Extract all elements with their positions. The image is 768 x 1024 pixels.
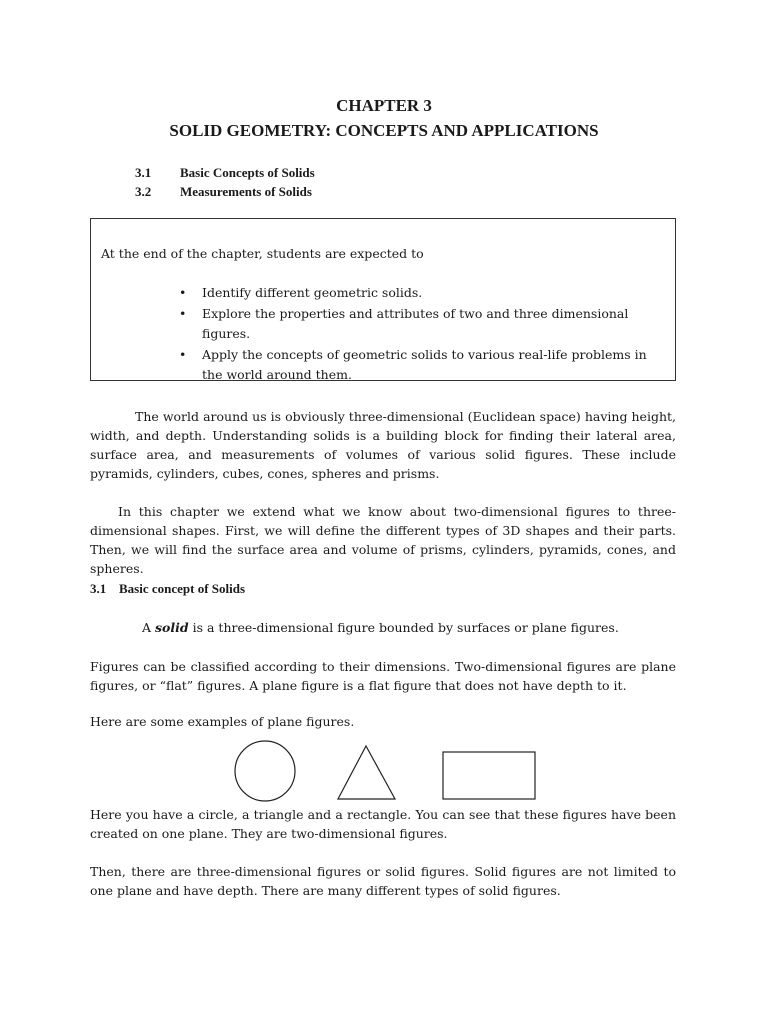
toc-entry-title: Measurements of Solids: [180, 184, 312, 199]
intro-paragraph: The world around us is obviously three-dimensional (Euclidean space) having height, width, and depth. Understanding solids is a building block for finding their lateral area, surface area, and measurements of volumes of various solid figures. These include pyramids, cylinders, cubes, cones, spheres and prisms.: [90, 409, 676, 481]
toc-entry: [135, 182, 315, 201]
bullet-icon: •: [179, 305, 187, 321]
triangle-figure: [338, 746, 395, 799]
chapter-title: SOLID GEOMETRY: CONCEPTS AND APPLICATIONS: [169, 121, 599, 140]
objective-item: [177, 283, 667, 304]
toc-entry-number: 3.1: [135, 165, 152, 180]
chapter-overview-paragraph: In this chapter we extend what we know about two-dimensional figures to three-dimensional shapes. First, we will define the different types of 3D shapes and their parts. Then, we will find the surface area and volume of prisms, cylinders, pyramids, cones, and spheres.: [90, 504, 676, 576]
section-heading: [90, 581, 245, 597]
objective-text: Identify different geometric solids.: [202, 285, 423, 300]
toc-entry-title: Basic Concepts of Solids: [180, 165, 315, 180]
chapter-number: CHAPTER 3: [336, 96, 432, 115]
objective-text: Explore the properties and attributes of two and three dimensional figures.: [202, 305, 629, 341]
definition-text: is a three-dimensional figure bounded by surfaces or plane figures.: [188, 620, 619, 635]
shapes-description-paragraph: Here you have a circle, a triangle and a rectangle. You can see that these figures have been created on one plane. They are two-dimensional figures.: [90, 807, 676, 841]
circle-figure: [235, 741, 295, 801]
bullet-icon: •: [179, 285, 187, 300]
classification-paragraph: Figures can be classified according to their dimensions. Two-dimensional figures are plane figures, or “flat” figures. A plane figure is a flat figure that does not have depth to it.: [90, 659, 676, 693]
solid-figures-paragraph: Then, there are three-dimensional figures or solid figures. Solid figures are not limited to one plane and have depth. There are many different types of solid figures.: [90, 864, 676, 898]
table-of-contents: [135, 163, 315, 201]
learning-objectives-box: [90, 218, 676, 381]
examples-intro: Here are some examples of plane figures.: [90, 714, 355, 729]
toc-entry-number: 3.2: [135, 184, 152, 199]
objectives-list: [177, 283, 667, 386]
definition-term: solid: [155, 620, 189, 635]
rectangle-figure: [443, 752, 535, 799]
solid-definition: [142, 620, 619, 635]
objective-item: [177, 345, 667, 386]
objectives-intro: At the end of the chapter, students are expected to: [101, 246, 424, 261]
objective-text: Apply the concepts of geometric solids to various real-life problems in the world around them.: [202, 346, 647, 382]
definition-prefix: A: [142, 620, 156, 635]
objective-item: [177, 304, 667, 345]
bullet-icon: •: [179, 346, 187, 362]
section-title: Basic concept of Solids: [119, 581, 246, 596]
section-number: 3.1: [90, 581, 107, 596]
toc-entry: [135, 163, 315, 182]
